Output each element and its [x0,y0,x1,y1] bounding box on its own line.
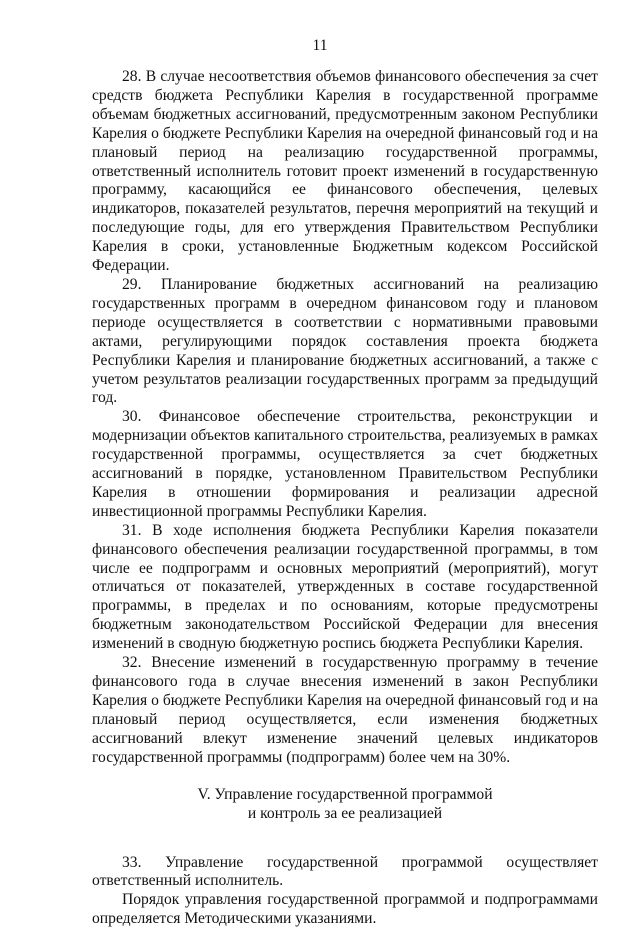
page-number: 11 [312,37,328,54]
paragraph-31: 31. В ходе исполнения бюджета Республики Карелия показатели финансового обеспечения реализации государственной программы, в том числе ее подпрограмм и основных мероприятий (мероприятий), могут отличаться от показателей, утвержденных в составе государственной программы, в пределах и по основаниям, которые предусмотрены бюджетным законодательством Российской Федерации для внесения изменений в сводную бюджетную роспись бюджета Республики Карелия. [92,521,598,653]
section-heading [92,768,598,854]
section-heading-line1: V. Управление государственной программой [197,785,493,803]
section-heading-line2: и контроль за ее реализацией [247,804,443,822]
paragraph-30: 30. Финансовое обеспечение строительства, реконструкции и модернизации объектов капитального строительства, реализуемых в рамках государственной программы, осуществляется за счет бюджетных ассигнований в порядке, установленном Правительством Республики Карелия в отношении формирования и реализации адресной инвестиционной программы Республики Карелия. [92,408,598,520]
paragraph-32: 32. Внесение изменений в государственную программу в течение финансового года в случае внесения изменений в закон Республики Карелия о бюджете Республики Карелия на очередной финансовый год и на плановый период осуществляется, если изменения бюджетных ассигнований влекут изменение значений целевых индикаторов государственной программы (подпрограмм) более чем на 30%. [92,654,598,766]
document-body [92,68,598,929]
paragraph-28: 28. В случае несоответствия объемов финансового обеспечения за счет средств бюджета Республики Карелия в государственной программе объемам бюджетных ассигнований, предусмотренным законом Республики Карелия о бюджете Республики Карелия на очередной финансовый год и на плановый период на реализацию государственной программы, ответственный исполнитель готовит проект изменений в государственную программу, касающийся ее финансового обеспечения, целевых индикаторов, показателей результатов, перечня мероприятий на текущий и последующие годы, для его утверждения Правительством Республики Карелия в сроки, установленные Бюджетным кодексом Российской Федерации. [92,68,598,275]
paragraph-33: 33. Управление государственной программой осуществляет ответственный исполнитель. [92,853,598,890]
paragraph-management-order: Порядок управления государственной программой и подпрограммами определяется Методическими указаниями. [92,891,598,928]
paragraph-29: 29. Планирование бюджетных ассигнований на реализацию государственных программ в очередном финансовом году и плановом периоде осуществляется в соответствии с нормативными правовыми актами, регулирующими порядок составления проекта бюджета Республики Карелия и планирование бюджетных ассигнований, а также с учетом результатов реализации государственных программ за предыдущий год. [92,275,598,407]
